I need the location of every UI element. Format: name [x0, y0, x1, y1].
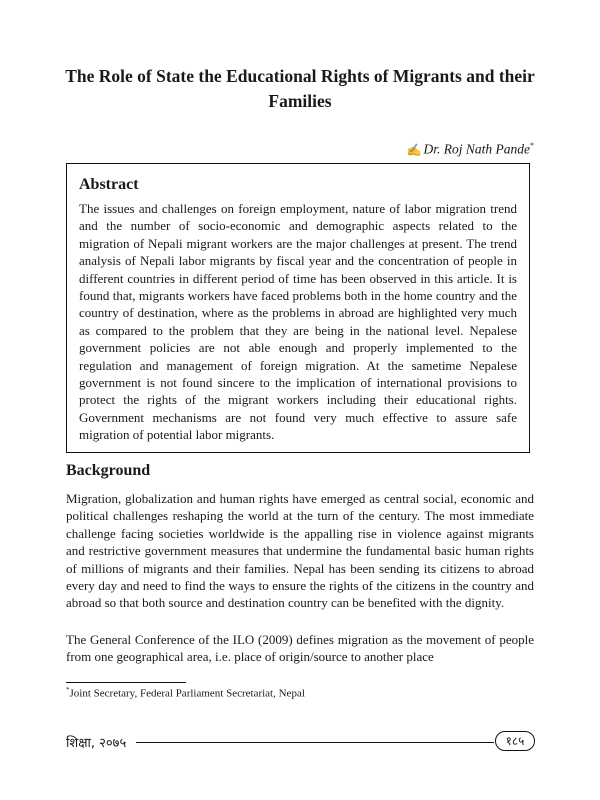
footnote-marker: *: [66, 686, 70, 694]
author-name: Dr. Roj Nath Pande: [423, 141, 530, 157]
abstract-text: The issues and challenges on foreign employment, nature of labor migration trend and the number of socio-economic and demographic aspects related to the migration of Nepali migrant workers are the major challenges at present. The trend analysis of Nepali labor migrants by fiscal year and the concentration of people in different countries in different period of time has been observed in this article. It is found that, migrants workers have faced problems both in the home country and the country of destination, where as the problems in abroad are highlighted very much as compared to the problem that they are being in the national level. Nepalese government policies are not able enough and properly implemented to the regulation and management of foreign migration. At the sametime Nepalese government is not found sincere to the implication of international provisions to protect the rights of the migrant workers including their educational rights. Government mechanisms are not found very much effective to assure safe migration of potential labor migrants.: [79, 201, 517, 443]
page-number: १८५: [495, 731, 535, 751]
abstract-box: [66, 163, 530, 453]
footer-rule: [136, 742, 494, 743]
footnote: [66, 686, 305, 700]
author-line: [407, 141, 534, 158]
journal-name: शिक्षा, २०७५: [66, 736, 127, 751]
article-title: The Role of State the Educational Rights of Migrants and their Families: [65, 66, 535, 111]
pen-icon: ✍: [406, 142, 422, 157]
background-paragraph-1: Migration, globalization and human rights have emerged as central social, economic and political challenges reshaping the world at the turn of the century. The most immediate challenge facing societies worldwide is the appalling rise in violence against migrants and restrictive government measures that undermine the fundamental basic human rights of millions of migrants and their families. Nepal has been sending its citizens to abroad every day and need to find the ways to ensure the rights of the citizens in the country and abroad so that both source and destination country can be benefited with the dignity.: [66, 491, 534, 611]
footnote-text: Joint Secretary, Federal Parliament Secretariat, Nepal: [69, 687, 305, 700]
abstract-heading: Abstract: [79, 176, 139, 193]
background-paragraph-2: The General Conference of the ILO (2009) defines migration as the movement of people from one geographical area, i.e. place of origin/source to another place: [66, 632, 534, 665]
author-footnote-marker: *: [530, 141, 534, 150]
footnote-divider: [66, 682, 186, 683]
background-heading: Background: [66, 462, 151, 479]
